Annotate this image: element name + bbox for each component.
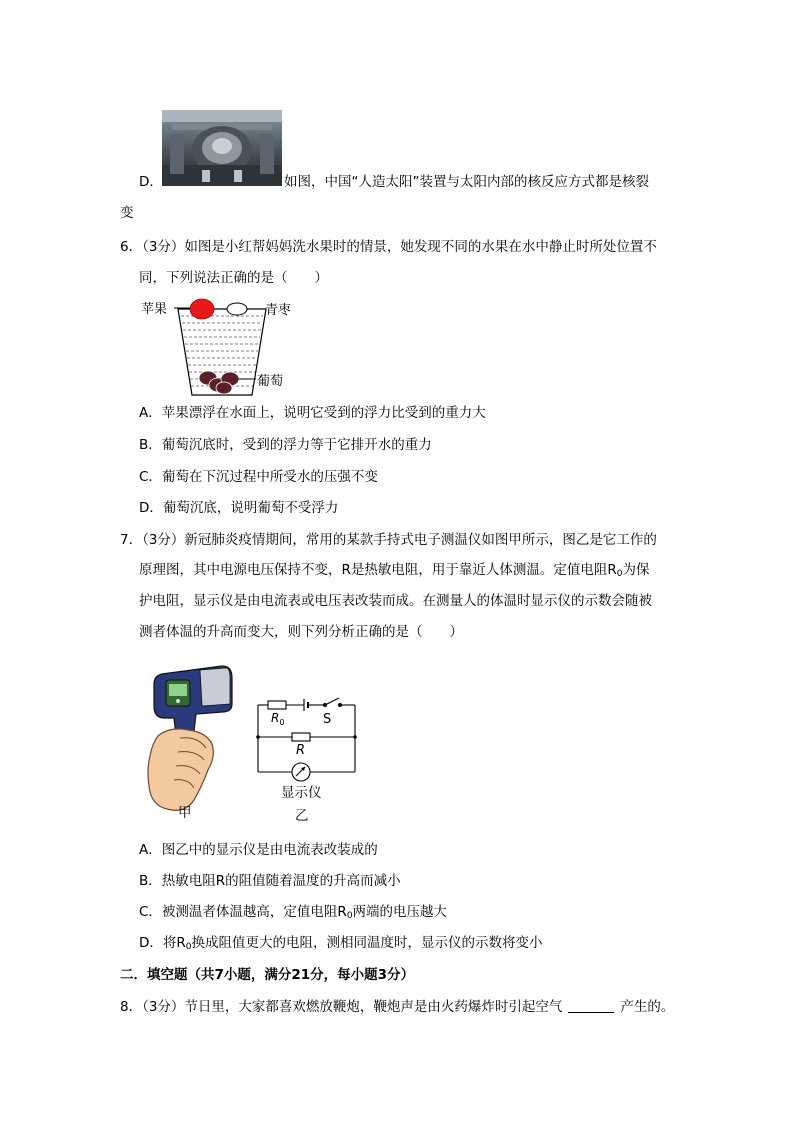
resistor-r0 xyxy=(268,701,286,709)
switch-s xyxy=(325,698,339,705)
figure-label-jia: 甲 xyxy=(178,805,192,821)
label-r0: $R_0$ xyxy=(271,711,285,727)
q7-option-c: C．被测温者体温越高，定值电阻$R_0$两端的电压越大 xyxy=(139,904,448,921)
q6-option-b: B．葡萄沉底时，受到的浮力等于它排开水的重力 xyxy=(139,437,432,453)
q7-stem-line2: 原理图，其中电源电压保持不变，R是热敏电阻，用于靠近人体测温。定值电阻$R_0$为保 xyxy=(139,562,650,579)
figure-label-yi: 乙 xyxy=(295,808,309,824)
resistor-r xyxy=(292,733,310,741)
q8-stem: 8．（3分）节日里，大家都喜欢燃放鞭炮，鞭炮声是由火药爆炸时引起空气 产生的。 xyxy=(120,999,675,1015)
q7-option-d: D．将$R_0$换成阻值更大的电阻，测相同温度时，显示仪的示数将变小 xyxy=(139,935,543,952)
q7-stem-line4: 测者体温的升高而变大，则下列分析正确的是（ ） xyxy=(139,624,463,640)
q6-option-a: A．苹果漂浮在水面上，说明它受到的浮力比受到的重力大 xyxy=(139,405,486,421)
section-2-title: 二．填空题（共7小题，满分21分，每小题3分） xyxy=(120,967,415,983)
label-r: R xyxy=(296,743,306,758)
q7-option-b: B．热敏电阻R的阻值随着温度的升高而减小 xyxy=(139,873,401,889)
thermometer-gun-figure xyxy=(140,660,250,820)
q5-option-d-label: D． xyxy=(139,174,163,190)
fruit-in-water-figure xyxy=(138,292,308,400)
q5-option-d-continued: 变 xyxy=(120,205,134,221)
label-jujube: 青枣 xyxy=(265,303,292,318)
q5-option-d-text: 如图，中国“人造太阳”装置与太阳内部的核反应方式都是核裂 xyxy=(284,174,649,190)
label-display-meter: 显示仪 xyxy=(281,785,322,801)
label-grape: 葡萄 xyxy=(257,374,284,389)
q7-stem-line3: 护电阻，显示仪是由电流表或电压表改装而成。在测量人的体温时显示仪的示数会随被 xyxy=(139,593,652,609)
q6-stem-line2: 同，下列说法正确的是（ ） xyxy=(139,270,328,286)
q8-answer-blank[interactable] xyxy=(568,999,614,1013)
q6-option-d: D．葡萄沉底，说明葡萄不受浮力 xyxy=(139,500,339,516)
display-meter xyxy=(292,763,310,781)
q6-stem-line1: 6．（3分）如图是小红帮妈妈洗水果时的情景，她发现不同的水果在水中静止时所处位置不 xyxy=(120,239,657,255)
q6-option-c: C．葡萄在下沉过程中所受水的压强不变 xyxy=(139,469,378,485)
label-s: S xyxy=(323,712,332,727)
q7-option-a: A．图乙中的显示仪是由电流表改装成的 xyxy=(139,842,378,858)
jujube-shape xyxy=(227,303,247,315)
q7-stem-line1: 7．（3分）新冠肺炎疫情期间，常用的某款手持式电子测温仪如图甲所示，图乙是它工作的 xyxy=(120,532,657,548)
artificial-sun-photo xyxy=(162,110,282,186)
apple-shape xyxy=(190,299,214,319)
label-apple: 苹果 xyxy=(141,302,168,317)
